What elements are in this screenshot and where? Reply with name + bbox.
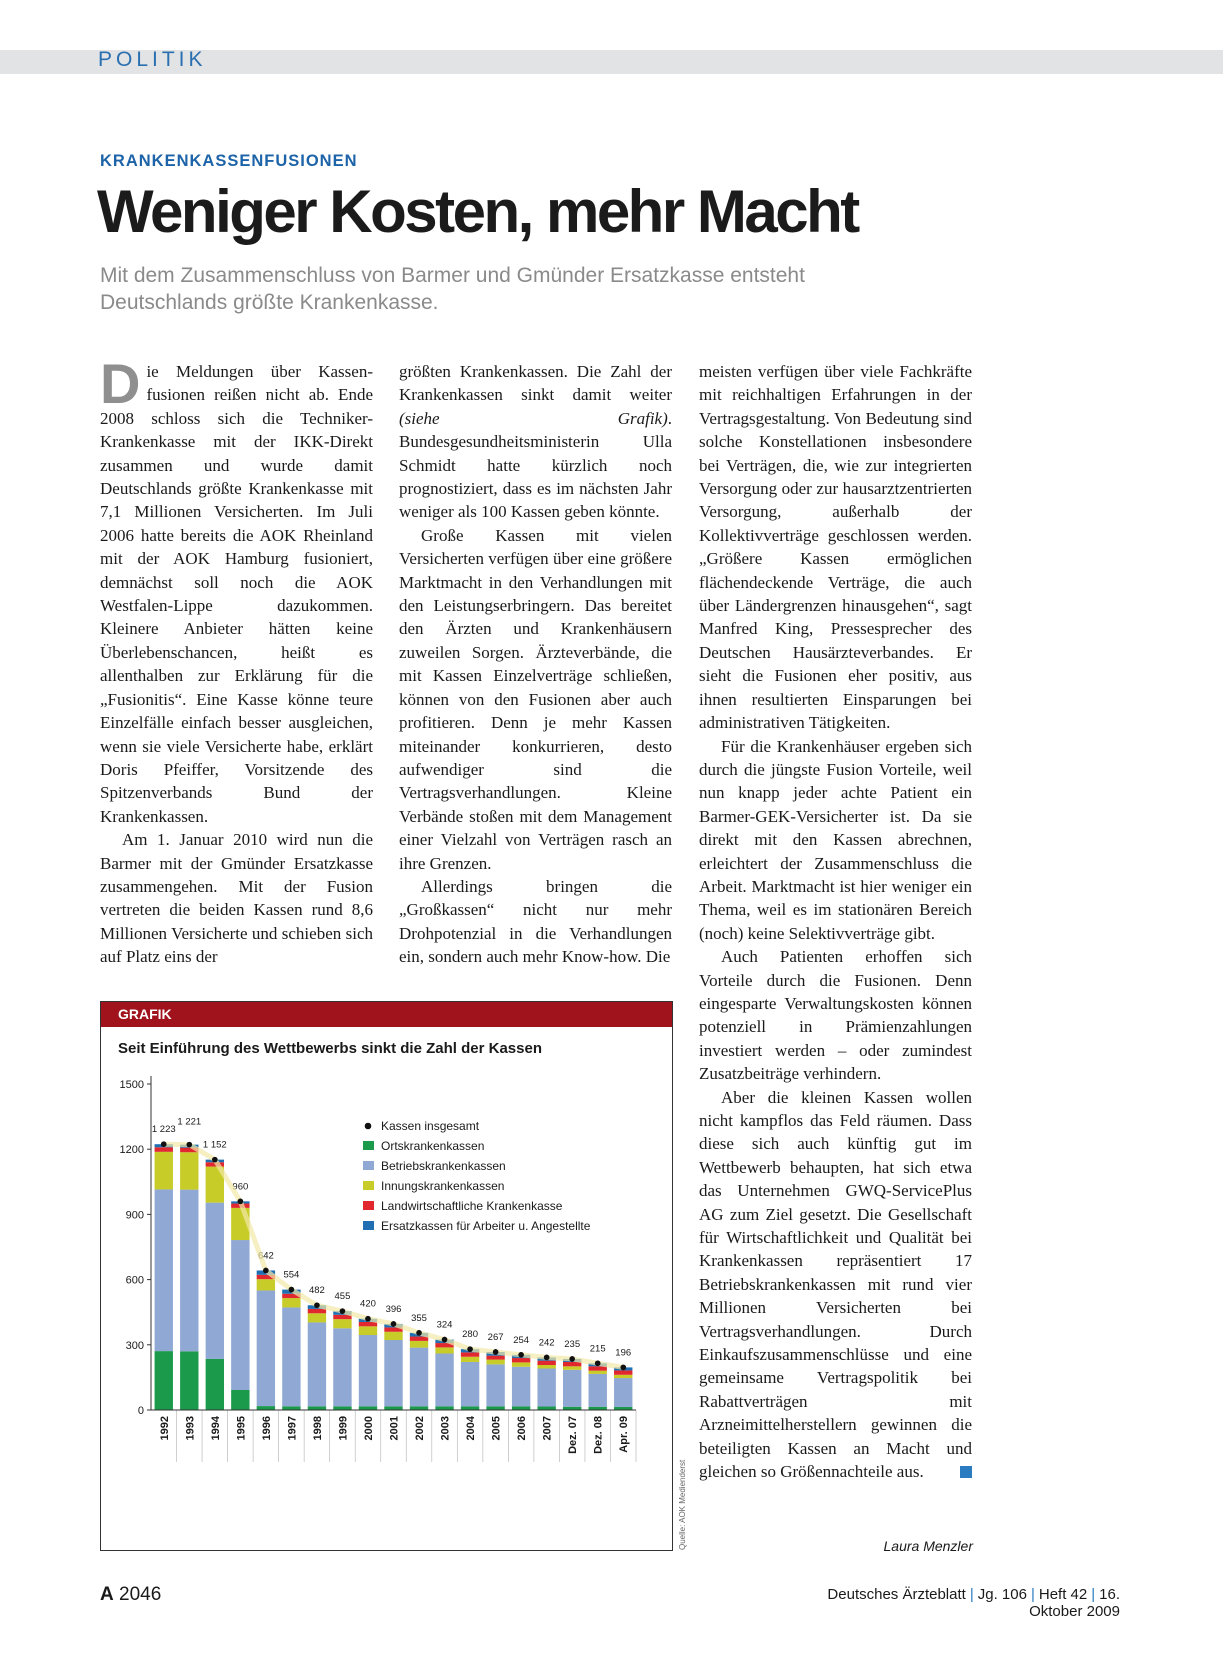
total-label: 420 xyxy=(360,1298,376,1310)
legend-dot-icon xyxy=(365,1123,372,1130)
x-category-label: Dez. 08 xyxy=(592,1416,605,1454)
y-tick-label: 1500 xyxy=(119,1079,144,1091)
headline: Weniger Kosten, mehr Macht xyxy=(97,178,858,245)
bar-segment xyxy=(155,1189,173,1351)
bar-segment xyxy=(435,1347,453,1353)
bar-segment xyxy=(563,1362,581,1366)
bar-segment xyxy=(333,1406,351,1410)
bar-segment xyxy=(359,1335,377,1406)
legend-label: Landwirtschaftliche Krankenkasse xyxy=(381,1199,563,1213)
bar-segment xyxy=(614,1375,632,1378)
bar-segment xyxy=(308,1313,326,1322)
subhead: Mit dem Zusammenschluss von Barmer und Gmünder Ersatzkasse entsteht Deutschlands größte Krankenkasse. xyxy=(100,264,805,314)
x-category-label: 2004 xyxy=(465,1416,478,1441)
bar-segment xyxy=(384,1340,402,1406)
bar-segment xyxy=(589,1371,607,1374)
total-point-marker xyxy=(340,1308,346,1314)
bar-segment xyxy=(589,1374,607,1407)
legend-label: Ortskrankenkassen xyxy=(381,1139,485,1153)
bar-segment xyxy=(282,1406,300,1410)
y-tick-label: 1200 xyxy=(119,1144,144,1157)
x-category-label: 1997 xyxy=(286,1416,299,1441)
x-category-label: 2002 xyxy=(414,1416,427,1441)
section-label: POLITIK xyxy=(98,48,207,71)
legend-label: Ersatzkassen für Arbeiter u. Angestellte xyxy=(381,1219,591,1233)
bar-segment xyxy=(155,1351,173,1410)
bar-segment xyxy=(563,1366,581,1369)
bar-segment xyxy=(410,1337,428,1341)
x-category-label: 2007 xyxy=(541,1416,554,1441)
bar-segment xyxy=(589,1366,607,1370)
y-tick-label: 0 xyxy=(137,1405,144,1417)
total-label: 396 xyxy=(385,1303,402,1315)
y-tick-label: 300 xyxy=(125,1339,144,1352)
bar-segment xyxy=(486,1360,504,1365)
total-point-marker xyxy=(186,1142,192,1148)
total-label: 1 223 xyxy=(151,1124,176,1136)
total-point-marker xyxy=(595,1360,601,1366)
total-point-marker xyxy=(416,1330,422,1336)
graphic-reference: (siehe Grafik) xyxy=(399,408,668,428)
total-point-marker xyxy=(212,1157,218,1163)
bar-segment xyxy=(257,1290,275,1406)
legend-label: Betriebskrankenkassen xyxy=(381,1159,506,1173)
bar-segment xyxy=(512,1362,530,1366)
graphic-label: GRAFIK xyxy=(118,1006,172,1022)
bar-segment xyxy=(512,1367,530,1407)
bar-segment xyxy=(359,1406,377,1410)
bar-segment xyxy=(486,1356,504,1360)
graphic-box xyxy=(100,1001,673,1551)
legend-label: Kassen insgesamt xyxy=(381,1119,480,1133)
bar-segment xyxy=(537,1368,555,1406)
paragraph: Für die Krankenhäuser ergeben sich durch die jüngste Fusion Vorteile, weil nun knapp jeder achte Patient ein Barmer-GEK-Versicherter ist. Da sie direkt mit den Kassen abrechnen, erleichtert der Zusammenschluss die Arbeit. Marktmacht ist hier weniger ein Thema, weil es im stationären Bereich (noch) keine Selektivverträge gibt. xyxy=(699,736,972,943)
bar-segment xyxy=(614,1370,632,1374)
bar-segment xyxy=(410,1348,428,1407)
total-point-marker xyxy=(544,1355,550,1361)
x-category-label: 2003 xyxy=(439,1416,452,1441)
bar-segment xyxy=(231,1390,249,1410)
issue-date: 16. Oktober 2009 xyxy=(1029,1586,1120,1620)
journal-name: Deutsches Ärzteblatt xyxy=(827,1586,966,1603)
x-category-label: 2000 xyxy=(362,1416,375,1441)
total-point-marker xyxy=(569,1356,575,1362)
x-category-label: 1995 xyxy=(235,1416,248,1441)
article-column-1 xyxy=(100,352,373,969)
paragraph: größten Krankenkassen. Die Zahl der Krankenkassen sinkt damit weiter (siehe Grafik). Bundesgesundheitsministerin Ulla Schmidt hatte kürzlich noch prognostiziert, dass es im nächsten Jahr weniger als 100 Kassen geben könnte. xyxy=(399,362,672,522)
legend-swatch xyxy=(363,1161,374,1170)
bar-segment xyxy=(512,1358,530,1362)
total-label: 554 xyxy=(283,1269,300,1281)
total-point-marker xyxy=(161,1141,167,1147)
volume: Jg. 106 xyxy=(977,1586,1027,1603)
bar-segment xyxy=(486,1364,504,1406)
total-point-marker xyxy=(493,1349,499,1355)
total-label: 960 xyxy=(232,1181,249,1193)
legend-swatch xyxy=(363,1221,374,1230)
bar-segment xyxy=(410,1341,428,1348)
chart-svg xyxy=(101,1002,672,1550)
total-point-marker xyxy=(467,1346,473,1352)
total-label: 215 xyxy=(589,1343,606,1355)
bar-segment xyxy=(282,1307,300,1406)
paragraph: Große Kassen mit vielen Versicherten verfügen über eine größere Marktmacht in den Verhandlungen mit den Leistungserbringern. Das bereitet den Ärzten und Krankenhäusern zuweilen Sorgen. Ärzteverbände, die mit Kassen Einzelverträge schließen, können von den Fusionen aber auch profitieren. Denn je mehr Kassen miteinander konkurrieren, desto aufwendiger sind die Vertragsverhandlungen. Kleine Verbände stoßen mit dem Management einer Vielzahl von Verträgen rasch an ihre Grenzen. xyxy=(399,525,672,873)
legend-swatch xyxy=(363,1201,374,1210)
x-category-label: 1996 xyxy=(260,1416,273,1441)
total-label: 324 xyxy=(436,1319,453,1331)
bar-segment xyxy=(206,1203,224,1359)
bar-segment xyxy=(180,1152,198,1189)
bar-segment xyxy=(461,1406,479,1410)
total-label: 1 152 xyxy=(202,1139,227,1151)
paragraph: Auch Patienten erhoffen sich Vorteile durch die Fusionen. Denn eingesparte Verwaltungskosten können potenziell in Prämienzahlungen investiert werden – oder zumindest Zusatzbeiträge verhindern. xyxy=(699,947,972,1084)
bar-segment xyxy=(486,1406,504,1410)
total-label: 1 221 xyxy=(177,1116,202,1128)
x-category-label: 1993 xyxy=(184,1416,197,1441)
bar-segment xyxy=(333,1319,351,1328)
total-point-marker xyxy=(289,1287,295,1293)
bar-segment xyxy=(461,1362,479,1406)
end-mark-icon xyxy=(960,1466,972,1478)
total-point-marker xyxy=(442,1337,448,1343)
bar-segment xyxy=(180,1190,198,1352)
bar-segment xyxy=(308,1309,326,1313)
total-point-marker xyxy=(391,1321,397,1327)
legend-swatch xyxy=(363,1141,374,1150)
chart-source: Quelle: AOK Medienderst xyxy=(678,1459,687,1550)
total-label: 355 xyxy=(411,1312,427,1324)
paragraph: Allerdings bringen die „Großkassen“ nicht nur mehr Drohpotenzial in die Verhandlungen ein, sondern auch mehr Know-how. Die xyxy=(399,876,672,967)
issue: Heft 42 xyxy=(1038,1586,1088,1603)
paragraph: Aber die kleinen Kassen wollen nicht kampflos das Feld räumen. Dass diese sich auch künftig gut im Wettbewerb behaupten, hat sich etwa das Unternehmen GWQ-ServicePlus AG zum Ziel gesetzt. Die Gesellschaft für Wirtschaftlichkeit und Qualität bei Krankenkassen repräsentiert 17 Betriebskrankenkassen mit rund vier Millionen Versicherten bei Vertragsverhandlungen. Durch Einkaufszusammenschlüsse und eine gemeinsame Vertragspolitik bei Rabattverträgen mit Arzneimittelherstellern gewinnen die beteiligten Kassen an Macht und gleichen so Größennachteile aus. xyxy=(699,1087,972,1482)
total-label: 242 xyxy=(538,1337,555,1349)
bar-segment xyxy=(537,1365,555,1368)
bar-segment xyxy=(257,1406,275,1410)
total-label: 235 xyxy=(564,1338,581,1350)
bar-segment xyxy=(435,1353,453,1406)
total-point-marker xyxy=(314,1302,320,1308)
bar-segment xyxy=(384,1406,402,1410)
paragraph: Am 1. Januar 2010 wird nun die Barmer mit der Gmünder Ersatzkasse zusammengehen. Mit der Fusion vertreten die beiden Kassen rund 8,6 Millionen Versicherte und schieben sich auf Platz eins der xyxy=(100,830,373,967)
total-point-marker xyxy=(620,1365,626,1371)
total-label: 455 xyxy=(334,1291,351,1303)
bar-segment xyxy=(155,1147,173,1152)
bar-segment xyxy=(155,1152,173,1190)
bar-segment xyxy=(257,1279,275,1290)
bar-segment xyxy=(512,1406,530,1410)
total-label: 196 xyxy=(615,1347,632,1359)
total-point-marker xyxy=(518,1352,524,1358)
journal-footer: Deutsches Ärzteblatt | Jg. 106 | Heft 42 | 16. Oktober 2009 xyxy=(827,1586,1120,1620)
y-tick-label: 900 xyxy=(125,1209,144,1222)
x-category-label: 2001 xyxy=(388,1416,401,1441)
page-number: A 2046 xyxy=(100,1584,162,1605)
total-point-marker xyxy=(238,1199,244,1205)
total-point-marker xyxy=(263,1268,269,1274)
bar-segment xyxy=(333,1328,351,1406)
total-label: 254 xyxy=(513,1334,530,1346)
article-column-3 xyxy=(699,360,972,1484)
bar-segment xyxy=(308,1322,326,1406)
kicker: KRANKENKASSENFUSIONEN xyxy=(100,152,358,170)
paragraph: Die Meldungen über Kassenfusionen reißen nicht ab. Ende 2008 schloss sich die Techniker-Krankenkasse mit der IKK-Direkt zusammen und wurde damit Deutschlands größte Krankenkasse mit 7,1 Millionen Versicherten. Im Juli 2006 hatte bereits die AOK Rheinland mit der AOK Hamburg fusioniert, demnächst soll noch die AOK Westfalen-Lippe dazukommen. Kleinere Anbieter hätten keine Überlebenschancen, heißt es allenthalben zur Erklärung für die „Fusionitis“. Eine Kasse könne teure Einzelfälle einfach besser ausgleichen, wenn sie viele Versicherte habe, erklärt Doris Pfeiffer, Vorsitzende des Spitzenverbands Bund der Krankenkassen. xyxy=(100,352,373,826)
legend-label: Innungskrankenkassen xyxy=(381,1179,505,1193)
x-category-label: Apr. 09 xyxy=(618,1416,631,1453)
dropcap: D xyxy=(100,352,141,415)
x-category-label: 2006 xyxy=(516,1416,529,1441)
chart-title: Seit Einführung des Wettbewerbs sinkt die Zahl der Kassen xyxy=(118,1040,542,1057)
x-category-label: 1992 xyxy=(158,1416,171,1441)
bar-segment xyxy=(563,1370,581,1407)
total-label: 482 xyxy=(308,1285,325,1297)
bar-segment xyxy=(308,1406,326,1410)
bar-segment xyxy=(206,1359,224,1410)
bar-segment xyxy=(461,1357,479,1362)
x-category-label: 1994 xyxy=(209,1416,222,1441)
bar-segment xyxy=(359,1326,377,1335)
bar-segment xyxy=(359,1322,377,1326)
total-point-marker xyxy=(365,1316,371,1322)
article-column-2 xyxy=(399,360,672,969)
bar-segment xyxy=(282,1298,300,1307)
bar-segment xyxy=(461,1352,479,1356)
x-category-label: Dez. 07 xyxy=(567,1416,580,1454)
x-category-label: 2005 xyxy=(490,1416,503,1441)
total-label: 642 xyxy=(257,1250,274,1262)
x-category-label: 1999 xyxy=(337,1416,350,1441)
y-tick-label: 600 xyxy=(125,1274,144,1287)
bar-segment xyxy=(537,1407,555,1410)
bar-segment xyxy=(231,1240,249,1390)
x-category-label: 1998 xyxy=(311,1416,324,1441)
bar-segment xyxy=(180,1351,198,1410)
bar-segment xyxy=(410,1406,428,1410)
total-label: 280 xyxy=(462,1329,479,1341)
byline: Laura Menzler xyxy=(883,1538,973,1554)
legend-swatch xyxy=(363,1181,374,1190)
bar-segment xyxy=(384,1332,402,1340)
total-label: 267 xyxy=(487,1331,504,1343)
bar-segment xyxy=(435,1406,453,1410)
bar-segment xyxy=(537,1361,555,1365)
bar-segment xyxy=(614,1378,632,1407)
paragraph: meisten verfügen über viele Fachkräfte mit reichhaltigen Erfahrungen in der Vertragsgestaltung. Von Bedeutung sind solche Konstellationen insbesondere bei Verträgen, die, wie zur integrierten Versorgung oder zur hausarztzentrierten Versorgung, außerhalb der Kollektivverträge geschlossen werden. „Größere Kassen ermöglichen flächendeckende Verträge, die auch über Ländergrenzen hinausgehen“, sagt Manfred King, Pressesprecher des Deutschen Hausärzteverbandes. Er sieht die Fusionen eher positiv, aus ihnen resultierten Einsparungen bei administrativen Tätigkeiten. xyxy=(699,362,972,733)
